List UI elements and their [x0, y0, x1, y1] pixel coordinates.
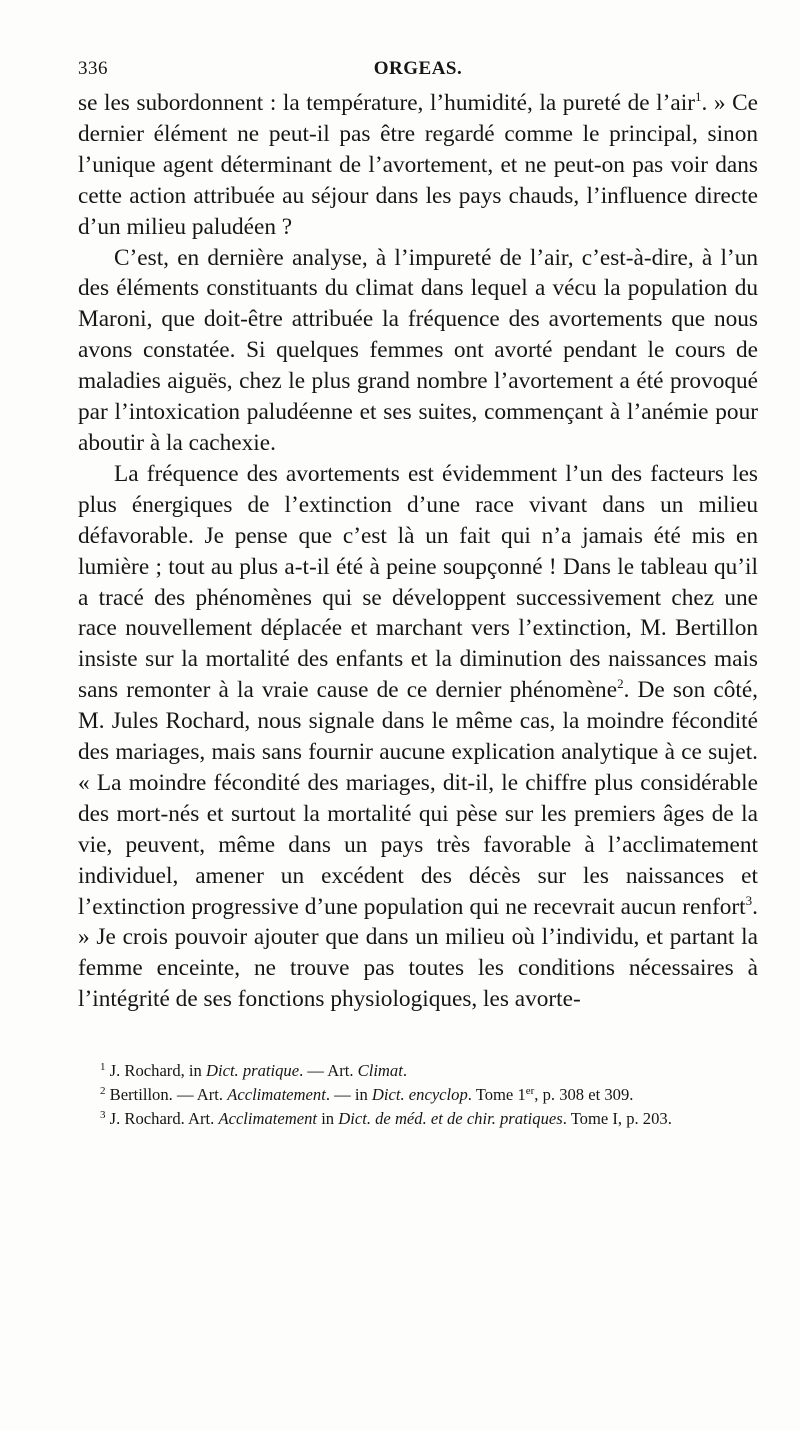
paragraph-2-text: C’est, en dernière analyse, à l’impureté de l’air, c’est-à-dire, à l’un des éléments constituants du climat dans lequel a vécu la population du Maroni, que doit-être attribuée la fréquence des avortements que nous avons constatée. Si quelques femmes ont avorté pendant le cours de maladies aiguës, chez le plus grand nombre l’avortement a été provoqué par l’intoxication paludéenne et ses suites, commençant à l’anémie pour aboutir à la cachexie.	[78, 244, 758, 456]
footnote-3	[78, 1107, 758, 1131]
paragraph-1-text-b: . » Ce dernier élément ne peut-il pas être regardé comme le principal, sinon l’unique agent déterminant de l’avortement, et ne peut-on pas voir dans cette action attribuée au séjour dans les pays chauds, l’influence directe d’un milieu paludéen ?	[78, 90, 758, 240]
footnote-number: 2	[100, 1085, 106, 1098]
footnote-text: Bertillon. — Art.	[109, 1085, 228, 1105]
paragraph-1-text-a: se les subordonnent : la température, l’humidité, la pureté de l’air	[78, 90, 695, 116]
footnotes	[78, 1059, 758, 1131]
footnote-text: . Tome I, p. 203.	[562, 1109, 672, 1129]
running-title: ORGEAS.	[373, 58, 463, 79]
footnote-article-title: Acclimatement	[227, 1085, 326, 1105]
page-number: 336	[78, 58, 108, 79]
paragraph-2	[78, 243, 758, 459]
footnote-text: in	[317, 1109, 339, 1129]
running-head	[78, 58, 758, 88]
footnote-text: .	[402, 1061, 407, 1081]
body-text	[78, 88, 758, 1015]
paragraph-3	[78, 459, 758, 1015]
footnote-number: 3	[100, 1109, 106, 1122]
footnote-2	[78, 1083, 758, 1107]
footnote-ordinal: er	[525, 1085, 535, 1098]
footnote-number: 1	[100, 1061, 106, 1074]
paragraph-1	[78, 88, 758, 243]
footnote-text: J. Rochard, in	[109, 1061, 206, 1081]
footnote-ref-3: 3	[745, 892, 753, 908]
footnote-article-title: Acclimatement	[218, 1109, 318, 1129]
footnote-work-title: Dict. de méd. et de chir. pratiques	[338, 1109, 563, 1129]
footnote-1	[78, 1059, 758, 1083]
footnote-text: , p. 308 et 309.	[534, 1085, 634, 1105]
footnote-ref-1: 1	[694, 89, 702, 104]
paragraph-3-text-c: . » Je crois pouvoir ajouter que dans un milieu où l’individu, et partant la femme enceinte, ne trouve pas toutes les conditions nécessaires à l’intégrité de ses fonctions physiologiques, les avorte-	[78, 893, 758, 1013]
footnote-text: . — in	[325, 1085, 372, 1105]
footnote-article-title: Climat	[357, 1061, 403, 1081]
footnote-text: J. Rochard. Art.	[109, 1109, 219, 1129]
footnote-text: . Tome 1	[467, 1085, 526, 1105]
footnote-ref-2: 2	[617, 676, 624, 692]
book-page	[78, 58, 758, 1131]
footnote-work-title: Dict. pratique	[205, 1061, 300, 1081]
footnote-text: . — Art.	[299, 1061, 358, 1081]
footnote-work-title: Dict. encyclop	[371, 1085, 468, 1105]
paragraph-3-text-b: . De son côté, M. Jules Rochard, nous signale dans le même cas, la moindre fécondité des mariages, mais sans fournir aucune explication analytique à ce sujet. « La moindre fécondité des mariages, dit-il, le chiffre plus considérable des mort-nés et surtout la mortalité qui pèse sur les premiers âges de la vie, peuvent, même dans un pays très favorable à l’acclimatement individuel, amener un excédent des décès sur les naissances et l’extinction progressive d’une population qui ne recevrait aucun renfort	[78, 677, 758, 920]
paragraph-3-text-a: La fréquence des avortements est évidemment l’un des facteurs les plus énergiques de l’extinction d’une race vivant dans un milieu défavorable. Je pense que c’est là un fait qui n’a jamais été mis en lumière ; tout au plus a-t-il été à peine soupçonné ! Dans le tableau qu’il a tracé des phénomènes qui se développent successivement chez une race nouvellement déplacée et marchant vers l’extinction, M. Bertillon insiste sur la mortalité des enfants et la diminution des naissances mais sans remonter à la vraie cause de ce dernier phénomène	[78, 460, 758, 704]
